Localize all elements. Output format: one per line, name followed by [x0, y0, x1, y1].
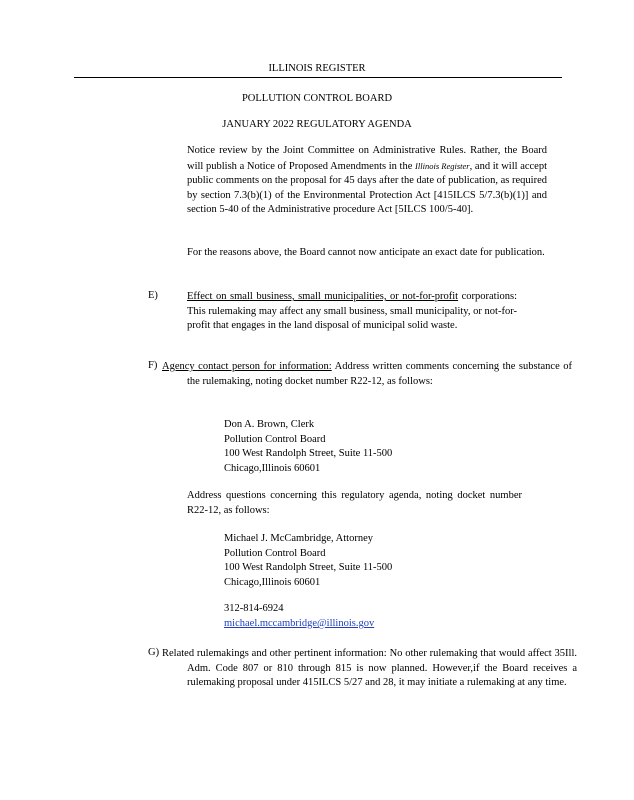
phone-number: 312-814-6924 — [224, 603, 284, 614]
section-f-heading: Agency contact person for information: — [162, 361, 332, 372]
section-e-body: This rulemaking may affect any small business, small municipality, or not-for-profit that engages in the land disposal of municipal solid waste. — [187, 305, 517, 331]
journal-title: ILLINOIS REGISTER — [268, 63, 366, 74]
section-f-body: Address written comments concerning the substance of the rulemaking, noting docket number R22-12, as follows: — [187, 361, 573, 387]
section-f-text — [162, 360, 572, 389]
contact-block-attorney: Michael J. McCambridge, Attorney Pollution Control Board 100 West Randolph Street, Suite 11-500 Chicago,Illinois 60601 — [224, 533, 393, 588]
section-g-heading: Related rulemakings and other pertinent information: — [162, 648, 387, 659]
section-f-letter: F) — [148, 360, 158, 371]
agenda-title: JANUARY 2022 REGULATORY AGENDA — [222, 119, 412, 130]
intro-paragraph-2: For the reasons above, the Board cannot now anticipate an exact date for publication. — [187, 247, 545, 258]
register-italic: Illinois Register — [415, 160, 470, 171]
section-e-heading: Effect on small business, small municipalities, or not-for-profit — [187, 291, 459, 302]
section-e-text: Effect on small business, small municipalities, or not-for-profit corporations: This rulemaking may affect any small business, small municipality, or not-for-profit that engages in the land disposal of municipal solid waste. — [187, 291, 518, 331]
section-g-body: No other rulemaking that would affect 35Ill. Adm. Code 807 or 810 through 815 is now planned. However,if the Board receives a rulemaking proposal under 415ILCS 5/27 and 28, it may initiate a rulemaking at any time. — [187, 648, 577, 688]
header-rule — [74, 77, 562, 78]
contact-block-clerk: Don A. Brown, Clerk Pollution Control Board 100 West Randolph Street, Suite 11-500 Chicago,Illinois 60601 — [224, 419, 393, 474]
section-f-body-2: Address questions concerning this regulatory agenda, noting docket number R22-12, as follows: — [187, 490, 522, 516]
email-link[interactable]: michael.mccambridge@illinois.gov — [224, 618, 375, 629]
agency-title: POLLUTION CONTROL BOARD — [241, 93, 393, 104]
section-g-text — [162, 647, 577, 691]
section-e-letter: E) — [148, 290, 158, 301]
intro-paragraph-1: Notice review by the Joint Committee on Administrative Rules. Rather, the Board will publish a Notice of Proposed Amendments in the Illinois Register, and it will accept public comments on the proposal for 45 days after the date of publication, as required by section 7.3(b)(1) of the Environmental Protection Act [415ILCS 5/7.3(b)(1)] and section 5-40 of the Administrative procedure Act [5ILCS 100/5-40]. — [187, 145, 548, 215]
section-g-letter: G) — [148, 647, 160, 658]
